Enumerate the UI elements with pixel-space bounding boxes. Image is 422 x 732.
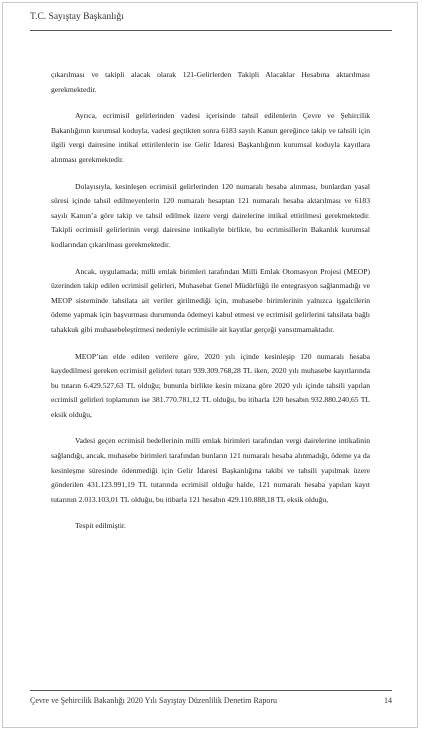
- paragraph: Ancak, uygulamada; milli emlak birimleri tarafından Milli Emlak Otomasyon Projesi (MEOP) üzerinden takip edilen ecrimisil gelirleri, Muhasebat Genel Müdürlüğü ile entegrasyon sağlanmadığı ve MEOP sisteminde tahsilata ait veriler girilmediği için, muhasebe birimlerinin yalnızca işgalcilerin ödeme yapmak için başvurması durumunda ödemeyi kabul etmesi ve ecrimisil gelirlerini tahsilata bağlı tahakkuk gibi muhasebeleştirmesi nedeniyle ecrimisile ait kayıtlar gerçeği yansıtmamaktadır.: [51, 266, 370, 334]
- paragraph: Dolayısıyla, kesinleşen ecrimisil gelirlerinden 120 numaralı hesaba alınması, bunlardan yasal süresi içinde tahsil edilmeyenlerin 120 numaralı hesaptan 121 numaralı hesaba aktarılması ve 6183 sayılı Kanun’a göre takip ve tahsil edilmek üzere vergi dairelerine intikal ettirilmesi gerekmektedir. Takipli ecrimisil gelirlerinin vergi dairesine intikaliyle birlikte, bu ecrimisillerin Bakanlık kurumsal kodlarından çıkarılması gerekmektedir.: [51, 181, 370, 249]
- page-header: T.C. Sayıştay Başkanlığı: [30, 12, 124, 22]
- paragraph: Ayrıca, ecrimisil gelirlerinden vadesi içerisinde tahsil edilenlerin Çevre ve Şehircilik Bakanlığının kurumsal koduyla, vadesi geçtikten sonra 6183 sayılı Kanun gereğince takip ve tahsili için ilgili vergi dairesine intikal ettirilenlerin ise Gelir İdaresi Başkanlığının kurumsal koduyla kayıtlara alınması gerekmektedir.: [51, 111, 370, 164]
- footer-report-title: Çevre ve Şehircilik Bakanlığı 2020 Yılı Sayıştay Düzenlilik Denetim Raporu: [30, 696, 277, 705]
- paragraph-conclusion: Tespit edilmiştir.: [75, 521, 126, 531]
- paragraph: MEOP’tan elde edilen verilere göre, 2020 yılı içinde kesinleşip 120 numaralı hesaba kaydedilmesi gereken ecrimisil gelirleri tutarı 939.309.768,28 TL iken, 2020 yılı muhasebe kayıtlarında bu tutarın 6.429.527,63 TL olduğu; bununla birlikte kesin mizana göre 2020 yılı içinde tahsili yapılan ecrimisil gelirleri toplamının ise 381.770.781,12 TL olduğu, bu itibarla 120 hesabın 932.880.240,65 TL eksik olduğu,: [51, 351, 370, 419]
- paragraph: Vadesi geçen ecrimisil bedellerinin milli emlak birimleri tarafından vergi dairelerine intikalinin sağlandığı, ancak, muhasebe birimleri tarafından bunların 121 numaralı hesaba alınmadığı, ödeme ya da kesinleşme süresinde ödenmediği için Gelir İdaresi Başkanlığına takibi ve tahsili yapılmak üzere gönderilen 431.123.991,19 TL tutarında ecrimisil olduğu halde, 121 numaralı hesaba yapılan kayıt tutarının 2.013.103,01 TL olduğu, bu itibarla 121 hesabın 429.110.888,18 TL eksik olduğu,: [51, 436, 370, 504]
- header-divider: [30, 30, 392, 31]
- page-number: 14: [384, 696, 392, 705]
- footer-divider: [30, 690, 392, 691]
- report-body: [51, 68, 370, 534]
- paragraph-continuation: çıkarılması ve takipli alacak olarak 121-Gelirlerden Takipli Alacaklar Hesabına aktarılması gerekmektedir.: [51, 70, 370, 94]
